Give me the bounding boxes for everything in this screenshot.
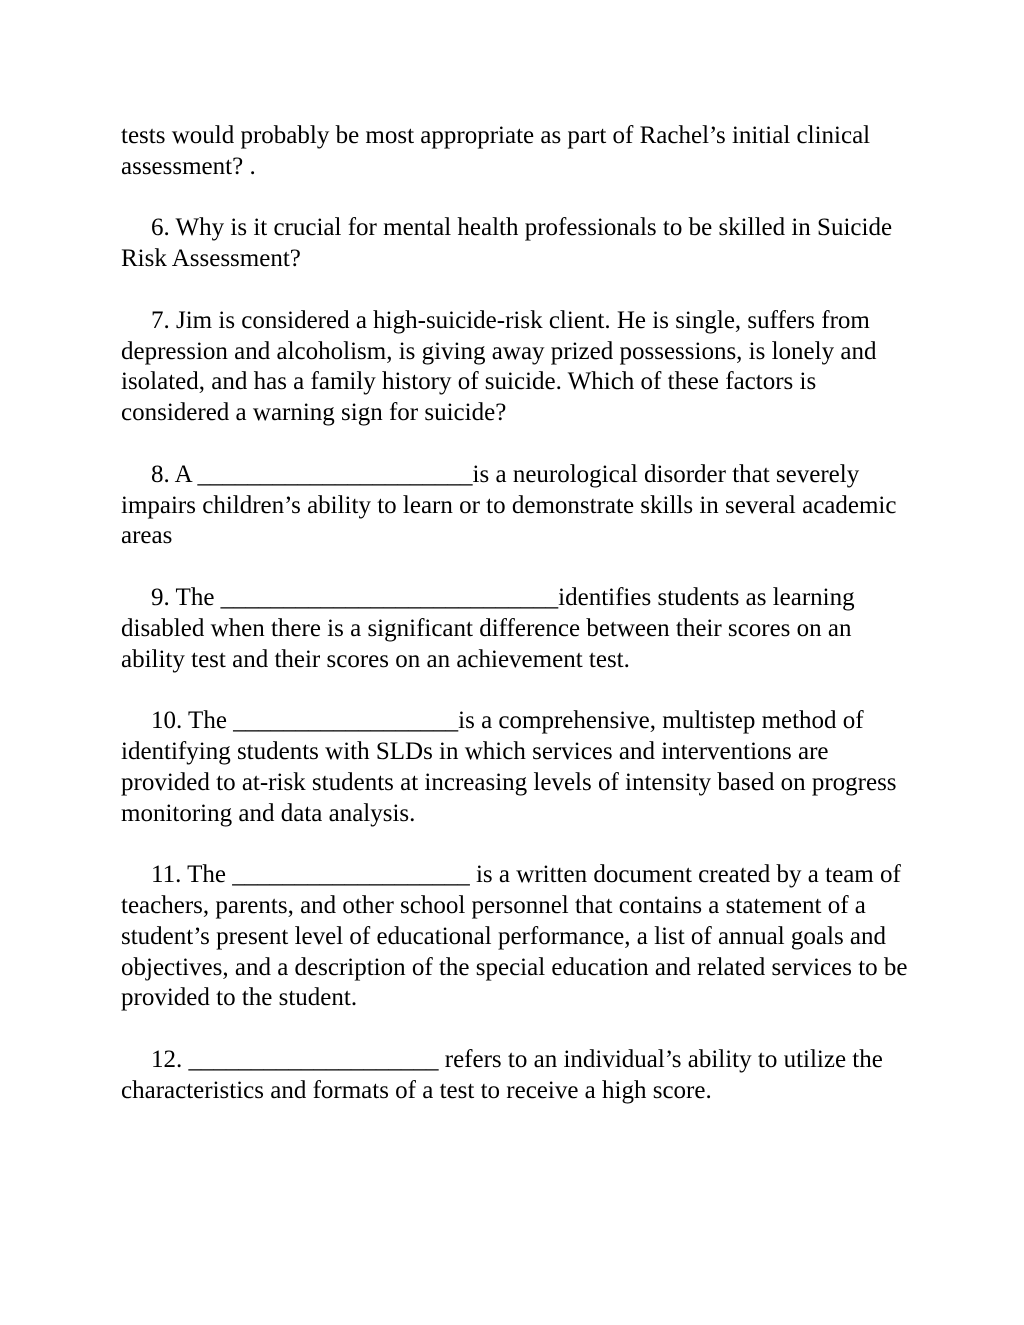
question-12: 12. ____________________ refers to an individual’s ability to utilize the characteristics and formats of a test to receive a high score. <box>121 1045 883 1104</box>
document-body <box>121 121 911 1137</box>
question-8: 8. A ______________________is a neurological disorder that severely impairs children’s ability to learn or to demonstrate skills in several academic areas <box>121 460 897 550</box>
question-7: 7. Jim is considered a high-suicide-risk client. He is single, suffers from depression and alcoholism, is giving away prized possessions, is lonely and isolated, and has a family history of suicide. Which of these factors is considered a warning sign for suicide? <box>121 306 877 427</box>
question-9: 9. The ___________________________identifies students as learning disabled when there is a significant difference between their scores on an ability test and their scores on an achievement test. <box>121 583 855 673</box>
question-10: 10. The __________________is a comprehensive, multistep method of identifying students with SLDs in which services and interventions are provided to at-risk students at increasing levels of intensity based on progress monitoring and data analysis. <box>121 707 897 827</box>
question-11: 11. The ___________________ is a written document created by a team of teachers, parents, and other school personnel that contains a statement of a student’s present level of educational performance, a list of annual goals and objectives, and a description of the special education and related services to be provided to the student. <box>121 861 908 1012</box>
paragraph-continuation: tests would probably be most appropriate as part of Rachel’s initial clinical assessment? . <box>121 122 871 180</box>
question-6: 6. Why is it crucial for mental health professionals to be skilled in Suicide Risk Assessment? <box>121 214 893 273</box>
